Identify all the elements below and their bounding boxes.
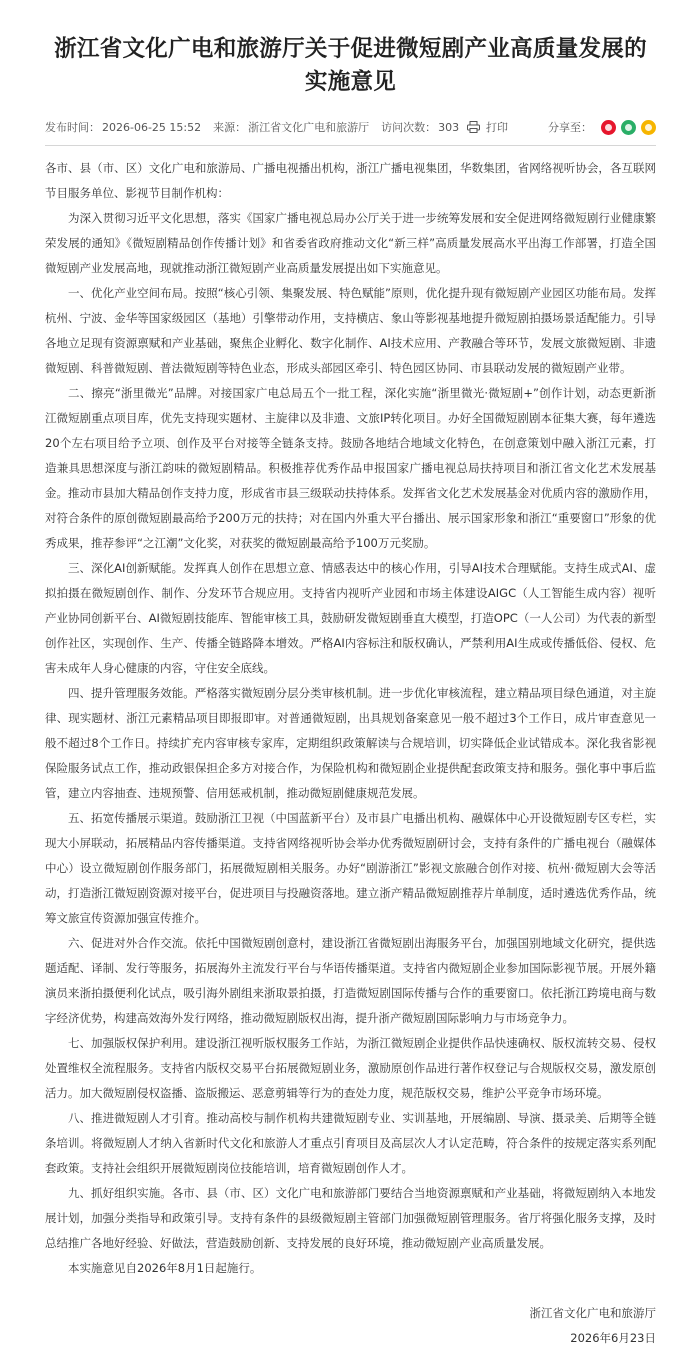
qzone-icon[interactable] (641, 120, 656, 135)
article-body (45, 156, 656, 1281)
effective-date-paragraph: 本实施意见自2026年8月1日起施行。 (68, 1261, 262, 1275)
printer-icon (467, 121, 480, 133)
article-meta-bar (45, 109, 656, 146)
meta-actions (467, 109, 656, 145)
section-paragraph: 二、擦亮“浙里微光”品牌。对接国家广电总局五个一批工程，深化实施“浙里微光·微短剧+”创作计划，动态更新浙江微短剧重点项目库，优先支持现实题材、主旋律以及非遗、文旅IP转化项目。办好全国微短剧剧本征集大赛，每年遴选20个左右项目给予立项、创作及平台对接等全链条支持。鼓励各地结合地域文化特色，在创意策划中融入浙江元素，打造兼具思想深度与浙江韵味的微短剧精品。积极推荐优秀作品申报国家广播电视总局扶持项目和浙江省文化艺术发展基金。推动市县加大精品创作支持力度，形成省市县三级联动扶持体系。发挥省文化艺术发展基金对优质内容的激励作用，对符合条件的原创微短剧最高给予200万元的扶持；对在国内外重大平台播出、展示国家形象和浙江“重要窗口”形象的优秀成果，推荐参评“之江潮”文化奖，对获奖的微短剧最高给予100万元奖励。 (45, 386, 656, 550)
print-button[interactable] (467, 119, 508, 135)
view-count: 访问次数： 303 (381, 121, 460, 134)
publish-time: 发布时间： 2026-06-25 15:52 (45, 121, 202, 134)
section-paragraph: 一、优化产业空间布局。按照“核心引领、集聚发展、特色赋能”原则，优化提升现有微短剧产业园区功能布局。发挥杭州、宁波、金华等国家级园区（基地）引擎带动作用，支持横店、象山等影视基地提升微短剧拍摄场景适配能力。引导各地立足现有资源禀赋和产业基础，聚焦企业孵化、数字化制作、AI技术应用、产教融合等环节，发展文旅微短剧、非遗微短剧、科普微短剧、普法微短剧等特色业态，形成头部园区牵引、特色园区协同、市县联动发展的微短剧产业带。 (45, 286, 656, 375)
intro-paragraph: 为深入贯彻习近平文化思想，落实《国家广播电视总局办公厅关于进一步统筹发展和安全促进网络微短剧行业健康繁荣发展的通知》《微短剧精品创作传播计划》和省委省政府推动文化“新三样”高质量发展高水平出海工作部署，打造全国微短剧产业发展高地，现就推动浙江微短剧产业高质量发展提出如下实施意见。 (45, 211, 656, 275)
section-paragraph: 三、深化AI创新赋能。发挥真人创作在思想立意、情感表达中的核心作用，引导AI技术合理赋能。支持生成式AI、虚拟拍摄在微短剧创作、制作、分发环节合规应用。支持省内视听产业园和市场主体建设AIGC（人工智能生成内容）视听产业协同创新平台、AI微短剧技能库、智能审核工具，鼓励研发微短剧垂直大模型，打造OPC（一人公司）为代表的新型创作社区，实现创作、生产、传播全链路降本增效。严格AI内容标注和版权确认，严禁利用AI生成或传播低俗、侵权、危害未成年人身心健康的内容，守住安全底线。 (45, 561, 656, 675)
publish-time-value: 2026-06-25 15:52 (102, 121, 202, 134)
source-value: 浙江省文化广电和旅游厅 (248, 121, 370, 134)
salutation: 各市、县（市、区）文化广电和旅游局、广播电视播出机构，浙江广播电视集团，华数集团，省网络视听协会，各互联网节目服务单位、影视节目制作机构： (45, 161, 656, 200)
section-paragraph: 八、推进微短剧人才引育。推动高校与制作机构共建微短剧专业、实训基地，开展编剧、导演、摄录美、后期等全链条培训。将微短剧人才纳入省新时代文化和旅游人才重点引育项目及高层次人才认定范畴，符合条件的按规定落实系列配套政策。支持社会组织开展微短剧岗位技能培训，培育微短剧创作人才。 (45, 1111, 656, 1175)
print-label: 打印 (486, 121, 508, 134)
view-count-value: 303 (438, 121, 460, 134)
signature-org: 浙江省文化广电和旅游厅 (529, 1306, 656, 1320)
signature-block (45, 1301, 656, 1351)
page-title: 浙江省文化广电和旅游厅关于促进微短剧产业高质量发展的实施意见 (54, 36, 647, 95)
wechat-icon[interactable] (621, 120, 636, 135)
section-paragraph: 五、拓宽传播展示渠道。鼓励浙江卫视（中国蓝新平台）及市县广电播出机构、融媒体中心开设微短剧专区专栏，实现大小屏联动，拓展精品内容传播渠道。支持省网络视听协会举办优秀微短剧研讨会，支持有条件的广播电视台（融媒体中心）设立微短剧创作服务部门，拓展微短剧相关服务。办好“剧游浙江”影视文旅融合创作对接、杭州·微短剧大会等活动，打造浙江微短剧资源对接平台，促进项目与投融资落地。建立浙产精品微短剧推荐片单制度，适时遴选优秀作品，统筹文旅宣传资源加强宣传推介。 (45, 811, 656, 925)
source: 来源： 浙江省文化广电和旅游厅 (213, 121, 370, 134)
share-label: 分享至： (548, 121, 592, 134)
section-paragraph: 九、抓好组织实施。各市、县（市、区）文化广电和旅游部门要结合当地资源禀赋和产业基础，将微短剧纳入本地发展计划，加强分类指导和政策引导。支持有条件的县级微短剧主管部门加强微短剧管理服务。省厅将强化服务支撑，及时总结推广各地好经验、好做法，营造鼓励创新、支持发展的良好环境，推动微短剧产业高质量发展。 (45, 1186, 656, 1250)
signature-date: 2026年6月23日 (570, 1331, 656, 1345)
weibo-icon[interactable] (601, 120, 616, 135)
section-paragraph: 七、加强版权保护利用。建设浙江视听版权服务工作站，为浙江微短剧企业提供作品快速确权、版权流转交易、侵权处置维权全流程服务。支持省内版权交易平台拓展微短剧业务，激励原创作品进行著作权登记与合规版权交易，激发原创活力。加大微短剧侵权盗播、盗版搬运、恶意剪辑等行为的查处力度，规范版权交易，维护公平竞争市场环境。 (45, 1036, 656, 1100)
section-paragraph: 四、提升管理服务效能。严格落实微短剧分层分类审核机制。进一步优化审核流程，建立精品项目绿色通道，对主旋律、现实题材、浙江元素精品项目即报即审。对普通微短剧，出具规划备案意见一般不超过3个工作日，成片审查意见一般不超过8个工作日。持续扩充内容审核专家库，定期组织政策解读与合规培训，切实降低企业试错成本。深化我省影视保险服务试点工作，推动政银保担企多方对接合作，为保险机构和微短剧企业提供配套政策支持和服务。强化事中事后监管，建立内容抽查、违规预警、信用惩戒机制，推动微短剧健康规范发展。 (45, 686, 656, 800)
section-paragraph: 六、促进对外合作交流。依托中国微短剧创意村，建设浙江省微短剧出海服务平台，加强国别地域文化研究，提供选题适配、译制、发行等服务，拓展海外主流发行平台与华语传播渠道。支持省内微短剧企业参加国际影视节展。开展外籍演员来浙拍摄便利化试点，吸引海外剧组来浙取景拍摄，打造微短剧国际传播与合作的重要窗口。依托浙江跨境电商与数字经济优势，构建高效海外发行网络，推动微短剧版权出海，提升浙产微短剧国际影响力与市场竞争力。 (45, 936, 656, 1025)
